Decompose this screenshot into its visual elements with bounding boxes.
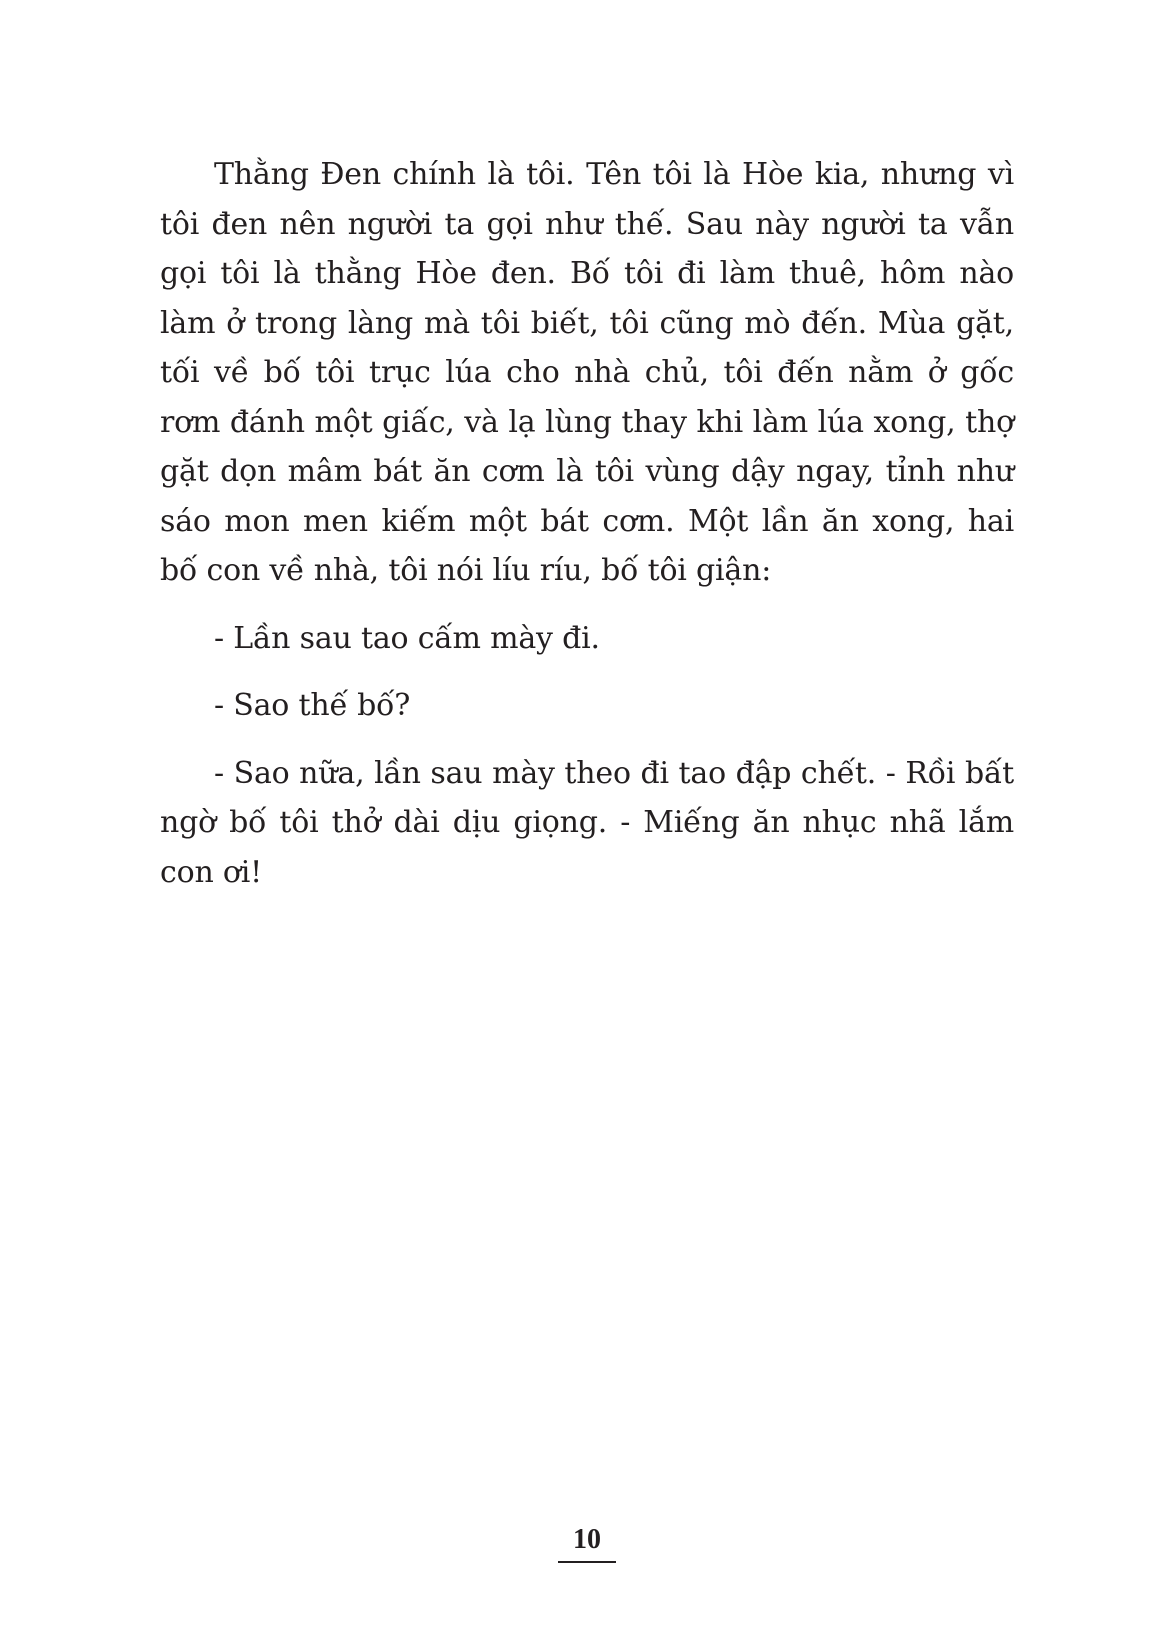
page-number-underline: [558, 1561, 616, 1563]
paragraph-narration: Thằng Đen chính là tôi. Tên tôi là Hòe kia, nhưng vì tôi đen nên người ta gọi như thế. Sau này người ta vẫn gọi tôi là thằng Hòe đen. Bố tôi đi làm thuê, hôm nào làm ở trong làng mà tôi biết, tôi cũng mò đến. Mùa gặt, tối về bố tôi trục lúa cho nhà chủ, tôi đến nằm ở gốc rơm đánh một giấc, và lạ lùng thay khi làm lúa xong, thợ gặt dọn mâm bát ăn cơm là tôi vùng dậy ngay, tỉnh như sáo mon men kiếm một bát cơm. Một lần ăn xong, hai bố con về nhà, tôi nói líu ríu, bố tôi giận:: [160, 157, 1014, 588]
body-text: [160, 150, 1014, 915]
page-number: 10: [573, 1524, 601, 1555]
page-footer: [547, 1523, 627, 1563]
paragraph-dialogue-father-forbid: - Lần sau tao cấm mày đi.: [214, 620, 600, 656]
paragraph-dialogue-father-reply: - Sao nữa, lần sau mày theo đi tao đập chết. - Rồi bất ngờ bố tôi thở dài dịu giọng. - Miếng ăn nhục nhã lắm con ơi!: [160, 755, 1014, 890]
paragraph-dialogue-son-question: - Sao thế bố?: [214, 688, 411, 723]
